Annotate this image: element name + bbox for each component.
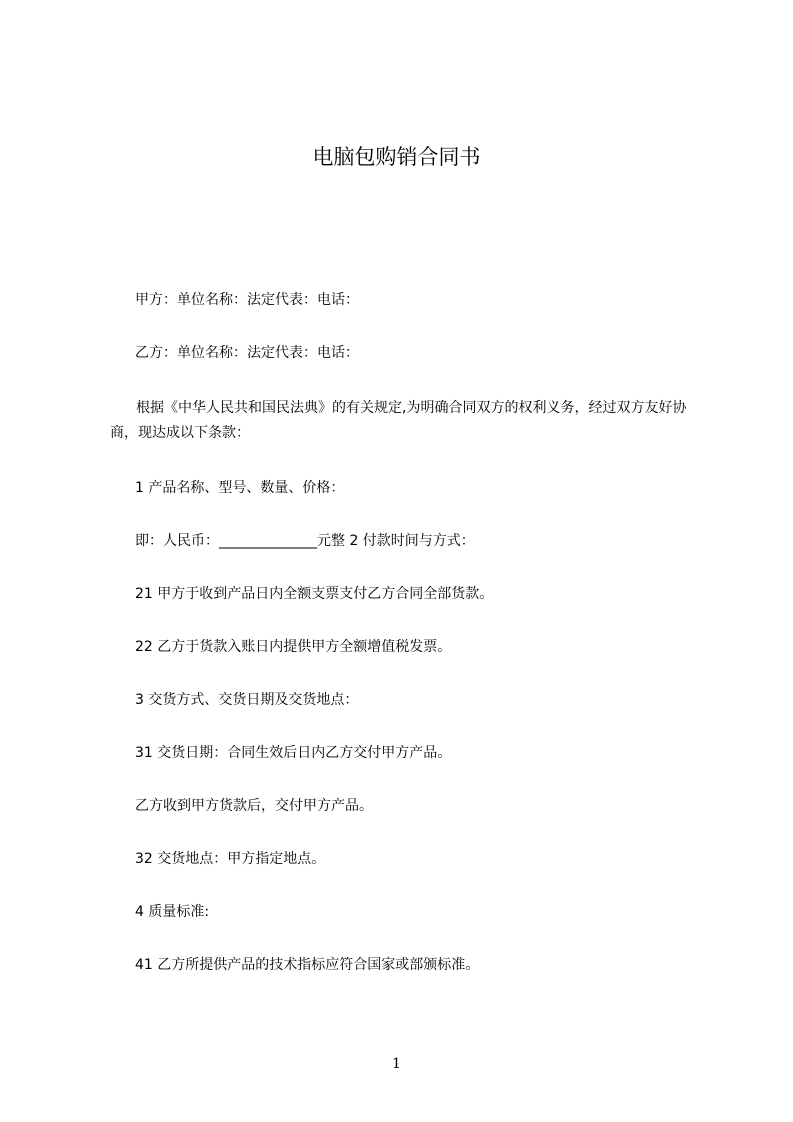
clause-3-2: 32 交货地点：甲方指定地点。 <box>135 851 326 867</box>
clause-3-1-continued: 乙方收到甲方货款后，交付甲方产品。 <box>135 798 373 814</box>
document-title: 电脑包购销合同书 <box>312 145 481 169</box>
clause-4-1: 41 乙方所提供产品的技术指标应符合国家或部颁标准。 <box>135 957 480 973</box>
clause-2-1: 21 甲方于收到产品日内全额支票支付乙方合同全部货款。 <box>135 586 494 602</box>
clause-3-heading: 3 交货方式、交货日期及交货地点： <box>135 692 359 708</box>
price-and-clause-2-line: 即：人民币：______________元整 2 付款时间与方式： <box>135 533 475 549</box>
party-a-line: 甲方：单位名称：法定代表：电话： <box>135 292 359 308</box>
clause-2-2: 22 乙方于货款入账日内提供甲方全额增值税发票。 <box>135 639 452 655</box>
party-b-line: 乙方：单位名称：法定代表：电话： <box>135 345 359 361</box>
page-number: 1 <box>392 1056 401 1072</box>
clause-3-1: 31 交货日期：合同生效后日内乙方交付甲方产品。 <box>135 745 452 761</box>
clause-1-heading: 1 产品名称、型号、数量、价格： <box>135 480 345 496</box>
clause-4-heading: 4 质量标准: <box>135 904 210 920</box>
preamble-paragraph: 根据《中华人民共和国民法典》的有关规定,为明确合同双方的权利义务，经过双方友好协商，现达成以下条款： <box>110 400 687 441</box>
